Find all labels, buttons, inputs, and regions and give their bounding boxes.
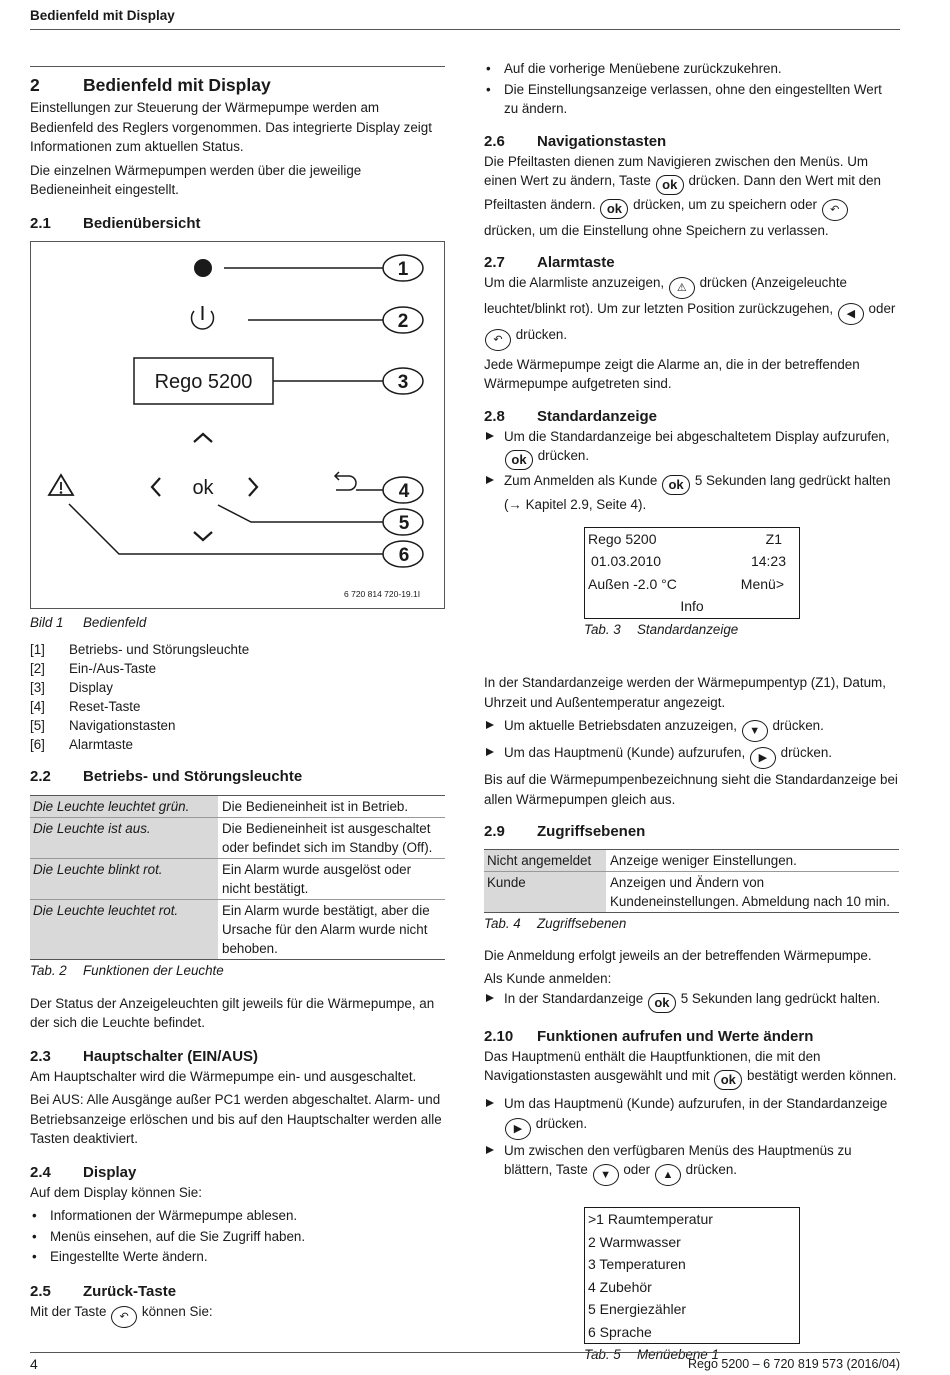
s2-paragraph-1: Einstellungen zur Steuerung der Wärmepumpe werden am Bedienfeld des Reglers vorgenommen. Das integrierte Display zeigt Informationen zum aktuellen Status.: [30, 100, 432, 154]
legend-item: [2] Ein-/Aus-Taste: [30, 661, 157, 676]
s27-paragraph-2: Jede Wärmepumpe zeigt die Alarme an, die in der betreffenden Wärmepumpe aufgetreten sind.: [484, 356, 860, 391]
up-chevron-icon: [194, 434, 212, 442]
ok-icon: ok: [714, 1070, 742, 1090]
page-number: 4: [30, 1356, 38, 1372]
table-row: Die Leuchte leuchtet rot. Ein Alarm wurde bestätigt, aber die Ursache für den Alarm wurde nicht behoben.: [30, 900, 445, 960]
control-panel-figure: [30, 241, 445, 609]
step-item: Um das Hauptmenü (Kunde) aufzurufen, ▶ drücken.: [484, 743, 899, 769]
s210-paragraph: Das Hauptmenü enthält die Hauptfunktionen, die mit den Navigationstasten ausgewählt und mit ok bestätigt werden können.: [484, 1047, 899, 1091]
menu-row: 6 Sprache: [588, 1323, 652, 1340]
step-item: Um das Hauptmenü (Kunde) aufzurufen, in der Standardanzeige ▶ drücken.: [484, 1094, 899, 1140]
s23-paragraph-2: Bei AUS: Alle Ausgänge außer PC1 werden abgeschaltet. Alarm- und Betriebsanzeige erlöschen und bis auf den Hauptschalter werden alle Tasten deaktiviert.: [30, 1092, 442, 1146]
ok-icon: ok: [648, 993, 676, 1013]
ok-icon: ok: [656, 175, 684, 195]
left-chevron-icon: [152, 478, 160, 496]
right-column: [484, 0, 899, 1365]
legend-item: [6] Alarmtaste: [30, 737, 133, 752]
back-icon: ↶: [111, 1306, 137, 1328]
section-2-6-heading: 2.6 Navigationstasten: [484, 132, 667, 150]
left-column: [30, 0, 445, 1328]
callout-label-2: 2: [397, 310, 409, 332]
menu-row: 3 Temperaturen: [588, 1256, 686, 1272]
s29-steps: [484, 989, 899, 1013]
legend-item: [3] Display: [30, 680, 113, 695]
list-item: • Eingestellte Werte ändern.: [30, 1247, 445, 1267]
control-panel-drawing: [31, 242, 446, 610]
section-2-9-heading: 2.9 Zugriffsebenen: [484, 823, 646, 840]
s28-paragraph-1: In der Standardanzeige werden der Wärmepumpentyp (Z1), Datum, Uhrzeit und Außentemperatur angezeigt.: [484, 675, 886, 710]
s26-paragraph: Die Pfeiltasten dienen zum Navigieren zwischen den Menüs. Um einen Wert zu ändern, Taste ok drücken. Dann den Wert mit den Pfeiltasten ändern. ok drücken, um zu speichern oder ↶ drücken, um die Einstellung ohne Speichern zu verlassen.: [484, 153, 881, 238]
s28-paragraph-2: Bis auf die Wärmepumpenbezeichnung sieht die Standardanzeige bei allen Wärmepumpen gleich aus.: [484, 772, 898, 807]
section-2-4-heading: 2.4 Display: [30, 1163, 137, 1181]
section-2-heading: 2 Bedienfeld mit Display: [30, 75, 271, 95]
step-item: Um aktuelle Betriebsdaten anzuzeigen, ▼ drücken.: [484, 716, 899, 742]
table-4-caption: Tab. 4 Zugriffsebenen: [484, 916, 627, 931]
step-item: Zum Anmelden als Kunde ok 5 Sekunden lang gedrückt halten (→ Kapitel 2.9, Seite 4).: [484, 471, 899, 515]
status-light-icon: [194, 259, 212, 277]
callout-label-6: 6: [398, 544, 410, 566]
down-chevron-icon: [194, 532, 212, 540]
s22-paragraph: Der Status der Anzeigeleuchten gilt jeweils für die Wärmepumpe, an der sich die Leuchte befindet.: [30, 995, 435, 1030]
list-item: • Informationen der Wärmepumpe ablesen.: [30, 1206, 445, 1226]
s23-paragraph-1: Am Hauptschalter wird die Wärmepumpe ein- und ausgeschaltet.: [30, 1068, 417, 1084]
callout-label-5: 5: [398, 512, 410, 534]
legend-item: [5] Navigationstasten: [30, 718, 176, 733]
list-item: • Die Einstellungsanzeige verlassen, ohne den eingestellten Wert zu ändern.: [484, 80, 899, 119]
left-arrow-icon: ◀: [838, 303, 864, 325]
table-2-caption: Tab. 2 Funktionen der Leuchte: [30, 963, 224, 978]
menu-row: 2 Warmwasser: [588, 1233, 681, 1250]
table-5-caption: Tab. 5 Menüebene 1: [584, 1347, 719, 1362]
table-row: Die Leuchte leuchtet grün. Die Bedieneinheit ist in Betrieb.: [30, 796, 445, 818]
step-item: Um die Standardanzeige bei abgeschaltetem Display aufzurufen, ok drücken.: [484, 427, 899, 471]
standard-display-screen: Rego 5200 Z1 01.03.2010 14:23 Außen -2.0 °C Menü> Info: [584, 527, 800, 619]
document-id: Rego 5200 – 6 720 819 573 (2016/04): [688, 1357, 900, 1371]
legend-item: [4] Reset-Taste: [30, 699, 141, 714]
list-item: • Menüs einsehen, auf die Sie Zugriff haben.: [30, 1227, 445, 1247]
section-2-3-heading: 2.3 Hauptschalter (EIN/AUS): [30, 1047, 259, 1065]
table-row: Kunde Anzeigen und Ändern von Kundeneinstellungen. Abmeldung nach 10 min.: [484, 872, 899, 913]
callout-label-1: 1: [397, 258, 409, 280]
table-row: Die Leuchte ist aus. Die Bedieneinheit ist ausgeschaltet oder befindet sich im Standby (Off).: [30, 818, 445, 859]
light-functions-table: [30, 795, 445, 960]
figure-code: 6 720 814 720-19.1I: [344, 588, 421, 599]
callout-line-6: [69, 504, 383, 554]
legend-item: [1] Betriebs- und Störungsleuchte: [30, 642, 250, 657]
right-triangle-icon: ▶: [505, 1118, 531, 1140]
s25-bullets: [484, 59, 899, 119]
table-row: Die Leuchte blinkt rot. Ein Alarm wurde ausgelöst oder nicht bestätigt.: [30, 859, 445, 900]
ok-key-label: ok: [192, 476, 214, 499]
down-triangle-icon: ▼: [593, 1164, 619, 1186]
s2-paragraph-2: Die einzelnen Wärmepumpen werden über die jeweilige Bedieneinheit eingestellt.: [30, 162, 362, 197]
section-2-2-heading: 2.2 Betriebs- und Störungsleuchte: [30, 768, 303, 785]
s29-paragraph-2: Als Kunde anmelden:: [484, 971, 612, 986]
table-row: Nicht angemeldet Anzeige weniger Einstellungen.: [484, 850, 899, 872]
s27-paragraph-1: Um die Alarmliste anzuzeigen, ⚠ drücken (Anzeigeleuchte leuchtet/blinkt rot). Um zur letzten Position zurückzugehen, ◀ oder ↶ drücken.: [484, 273, 899, 351]
running-head: Bedienfeld mit Display: [30, 8, 175, 23]
ok-icon: ok: [505, 450, 533, 470]
s25-intro: Mit der Taste ↶ können Sie:: [30, 1302, 445, 1328]
figure-caption: Bild 1 Bedienfeld: [30, 614, 147, 630]
access-levels-table: [484, 849, 899, 913]
menu-row: 4 Zubehör: [588, 1278, 652, 1295]
up-triangle-icon: ▲: [655, 1164, 681, 1186]
right-chevron-icon: [249, 478, 257, 496]
s29-paragraph-1: Die Anmeldung erfolgt jeweils an der betreffenden Wärmepumpe.: [484, 947, 872, 963]
table-3-caption: Tab. 3 Standardanzeige: [584, 621, 739, 637]
down-triangle-icon: ▼: [742, 720, 768, 742]
callout-label-4: 4: [398, 480, 410, 502]
s24-bullets: [30, 1206, 445, 1267]
menu-row: 5 Energiezähler: [588, 1301, 687, 1317]
callout-label-3: 3: [397, 371, 409, 393]
step-item: Um zwischen den verfügbaren Menüs des Hauptmenüs zu blättern, Taste ▼ oder ▲ drücken.: [484, 1141, 899, 1187]
ok-icon: ok: [662, 475, 690, 495]
list-item: • Auf die vorherige Menüebene zurückzukehren.: [484, 59, 899, 79]
s28-steps-2: [484, 716, 899, 769]
section-2-5-heading: 2.5 Zurück-Taste: [30, 1282, 177, 1300]
s210-steps: [484, 1094, 899, 1186]
s24-intro: Auf dem Display können Sie:: [30, 1184, 202, 1200]
back-icon: ↶: [822, 199, 848, 221]
section-2-7-heading: 2.7 Alarmtaste: [484, 253, 615, 271]
section-2-10-heading: 2.10 Funktionen aufrufen und Werte ändern: [484, 1027, 814, 1045]
ok-icon: ok: [600, 199, 628, 219]
section-2-1-heading: 2.1 Bedienübersicht: [30, 214, 201, 232]
menu-level-1-screen: [584, 1207, 800, 1344]
display-text: Rego 5200: [154, 370, 253, 393]
section-2-8-heading: 2.8 Standardanzeige: [484, 407, 658, 425]
figure-legend: [30, 640, 445, 754]
back-icon: ↶: [485, 329, 511, 351]
callout-line-5: [218, 505, 383, 522]
footer-rule: [30, 1352, 900, 1353]
warning-icon: ⚠: [669, 277, 695, 299]
menu-row: >1 Raumtemperatur: [588, 1211, 713, 1227]
step-item: In der Standardanzeige ok 5 Sekunden lang gedrückt halten.: [484, 989, 899, 1013]
s28-steps-1: [484, 427, 899, 515]
right-triangle-icon: ▶: [750, 747, 776, 769]
